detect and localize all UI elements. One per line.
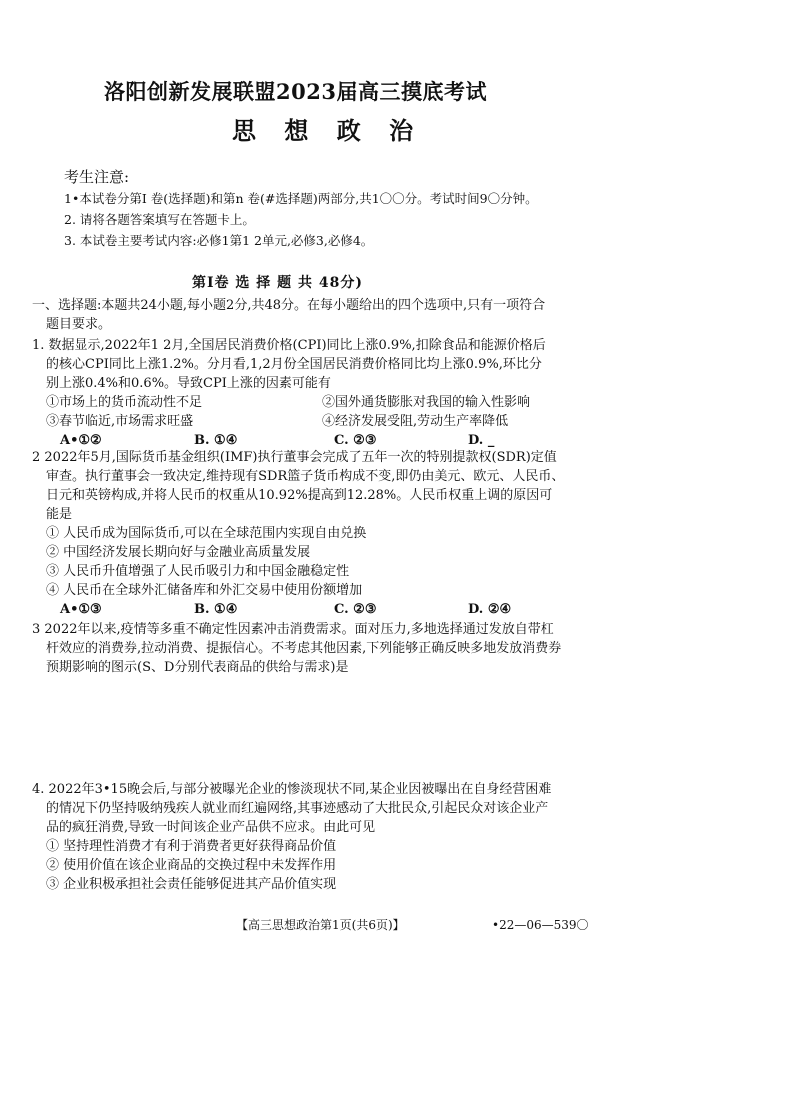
q1-stem-2: 的核心CPI同比上涨1.2%。分月看,1,2月份全国居民消费价格同比均上涨0.9%,环比分 <box>46 357 542 372</box>
q1-statements <box>32 393 772 431</box>
instruction-line: 一、选择题:本题共24小题,每小题2分,共48分。在每小题给出的四个选项中,只有一项符合 <box>32 298 546 313</box>
q4-statement: ② 使用价值在该企业商品的交换过程中未发挥作用 <box>46 858 337 873</box>
q1-statement: ③春节临近,市场需求旺盛 <box>46 414 194 429</box>
q4-stem-2: 的情况下仍坚持吸纳残疾人就业而红遍网络,其事迹感动了大批民众,引起民众对该企业产 <box>46 801 549 816</box>
q3-stem-1: 3 2022年以来,疫情等多重不确定性因素冲击消费需求。面对压力,多地选择通过发放自带杠 <box>32 622 554 637</box>
notice-item-3: 3. 本试卷主要考试内容:必修1第1 2单元,必修3,必修4。 <box>64 233 374 248</box>
q2-option-b: B. ①④ <box>194 602 238 617</box>
q1-option-b: B. ①④ <box>194 433 238 448</box>
footer-code: •22—06—539〇 <box>492 918 589 932</box>
q2-stem-3: 日元和英镑构成,并将人民币的权重从10.92%提高到12.28%。人民币权重上调的原因可 <box>46 488 553 503</box>
q2-stem-4: 能是 <box>46 507 73 522</box>
q1-option-c: C. ②③ <box>334 433 377 448</box>
q2-option-c: C. ②③ <box>334 602 377 617</box>
question-1 <box>32 336 772 450</box>
question-2 <box>32 448 772 619</box>
q4-statement: ① 坚持理性消费才有利于消费者更好获得商品价值 <box>46 839 337 854</box>
question-4 <box>32 780 772 894</box>
q3-stem-3: 预期影响的图示(S、D分别代表商品的供给与需求)是 <box>46 660 349 675</box>
q2-stem-1: 2 2022年5月,国际货币基金组织(IMF)执行董事会完成了五年一次的特别提款权(SDR)定值 <box>32 450 557 465</box>
q2-statement: ④ 人民币在全球外汇储备库和外汇交易中使用份额增加 <box>46 583 363 598</box>
q1-stem-1: 1. 数据显示,2022年1 2月,全国居民消费价格(CPI)同比上涨0.9%,扣除食品和能源价格后 <box>32 338 546 353</box>
question-3 <box>32 620 772 677</box>
q1-statement: ①市场上的货币流动性不足 <box>46 395 203 410</box>
section-instruction <box>32 296 772 334</box>
notice-heading: 考生注意: <box>64 168 130 186</box>
subject-title: 思 想 政 治 <box>232 116 424 145</box>
q1-stem-3: 别上涨0.4%和0.6%。导致CPI上涨的因素可能有 <box>46 376 331 391</box>
q1-option-a: A•①② <box>60 433 102 448</box>
notice-item-1: 1•本试卷分第I 卷(选择题)和第n 卷(#选择题)两部分,共1〇〇分。考试时间9〇分钟。 <box>64 191 538 206</box>
q3-stem-2: 杆效应的消费券,拉动消费、提振信心。不考虑其他因素,下列能够正确反映多地发放消费券 <box>46 641 562 656</box>
q4-stem-1: 4. 2022年3•15晚会后,与部分被曝光企业的惨淡现状不同,某企业因被曝出在自身经营困难 <box>32 782 552 797</box>
q2-statement: ② 中国经济发展长期向好与金融业高质量发展 <box>46 545 311 560</box>
section-title: 第I卷 选 择 题 共 48分) <box>192 275 364 291</box>
q1-statement: ④经济发展受阻,劳动生产率降低 <box>322 414 509 429</box>
q2-options <box>32 600 772 619</box>
exam-title: 洛阳创新发展联盟2023届高三摸底考试 <box>104 79 487 104</box>
q2-stem-2: 审查。执行董事会一致决定,维持现有SDR篮子货币构成不变,即仍由美元、欧元、人民币、 <box>46 469 565 484</box>
q4-statement: ③ 企业积极承担社会责任能够促进其产品价值实现 <box>46 877 337 892</box>
q2-option-d: D. ②④ <box>468 602 512 617</box>
notice-item-2: 2. 请将各题答案填写在答题卡上。 <box>64 212 255 227</box>
q2-option-a: A•①③ <box>60 602 102 617</box>
q1-statement: ②国外通货膨胀对我国的输入性影响 <box>322 395 531 410</box>
instruction-line-cont: 题目要求。 <box>46 317 112 332</box>
q4-stem-3: 品的疯狂消费,导致一时间该企业产品供不应求。由此可见 <box>46 820 376 835</box>
q2-statement: ① 人民币成为国际货币,可以在全球范围内实现自由兑换 <box>46 526 367 541</box>
q1-option-d: D. _ <box>468 433 495 448</box>
footer-page-label: 【高三思想政治第1页(共6页)】 <box>236 918 405 932</box>
q2-statement: ③ 人民币升值增强了人民币吸引力和中国金融稳定性 <box>46 564 350 579</box>
